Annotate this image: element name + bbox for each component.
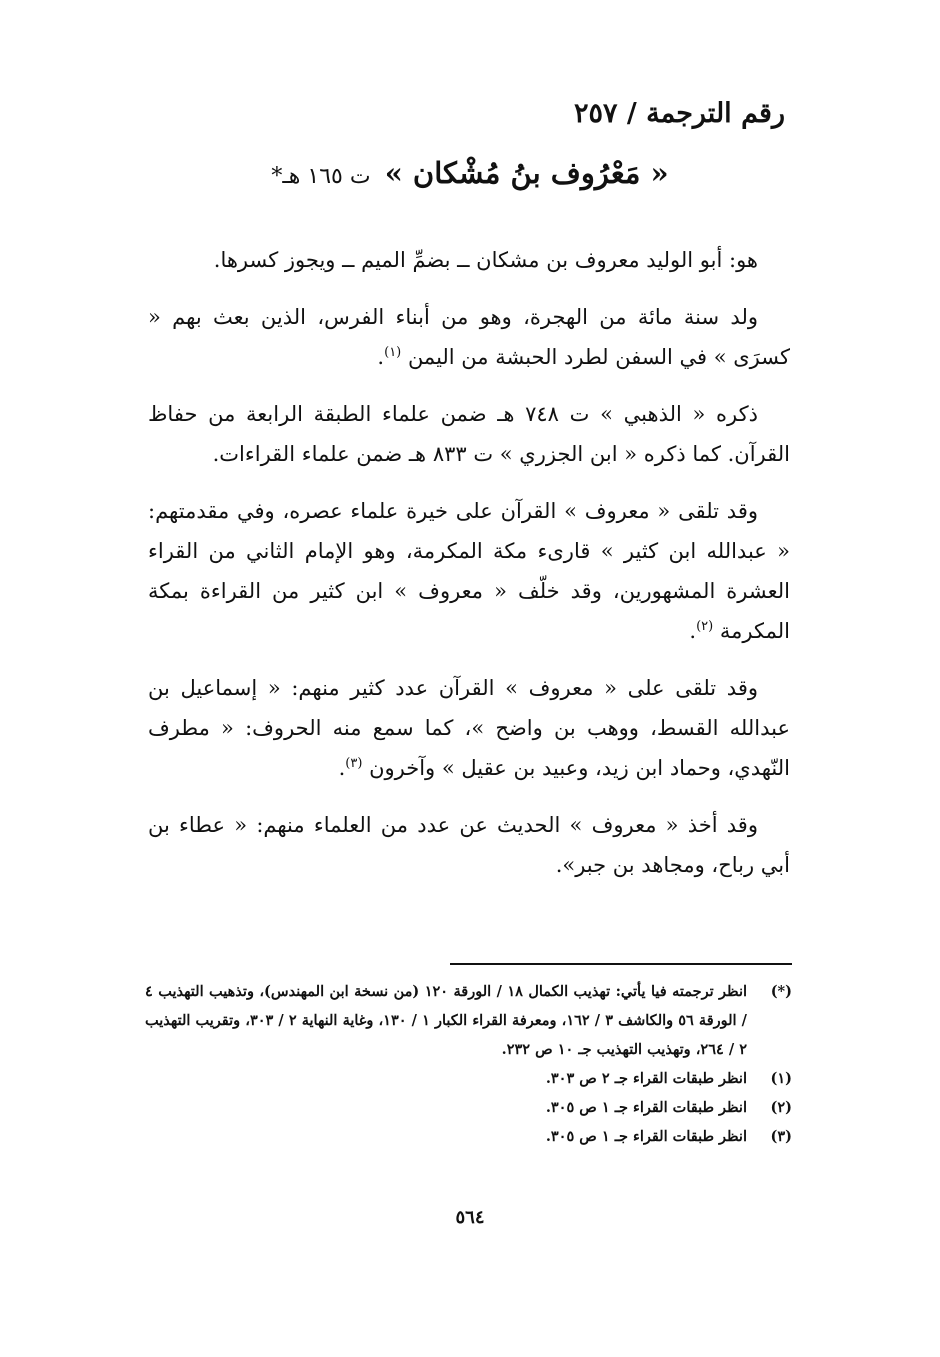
footnote-marker: (٣) bbox=[770, 1128, 792, 1145]
paragraph-mentions bbox=[148, 394, 790, 474]
paragraph-students bbox=[148, 668, 790, 788]
footnote-text: انظر طبقات القراء جـ ١ ص ٣٠٥. bbox=[545, 1128, 747, 1145]
paragraph-teachers bbox=[148, 491, 790, 651]
footnote-item bbox=[145, 1093, 792, 1122]
death-date: ت ١٦٥ هـ* bbox=[271, 164, 371, 189]
footnote-text: انظر ترجمته فيا يأتي: تهذيب الكمال ١٨ / الورقة ١٢٠ (من نسخة ابن المهندس)، وتذهيب التهذيب ٤ / الورقة ٥٦ والكاشف ٣ / ١٦٢، ومعرفة القراء الكبار ١ / ١٣٠، وغاية النهاية ٢ / ٣٠٣، وتقريب التهذيب ٢ / ٢٦٤، وتهذيب التهذيب جـ ١٠ ص ٢٣٢. bbox=[145, 983, 748, 1058]
paragraph-text: وقد أخذ « معروف » الحديث عن عدد من العلماء منهم: « عطاء بن أبي رباح، ومجاهد بن جبر». bbox=[148, 813, 790, 877]
footnotes-section bbox=[145, 977, 792, 1151]
footnote-item bbox=[145, 1064, 792, 1093]
biography-body bbox=[148, 240, 790, 885]
paragraph-birth bbox=[148, 297, 790, 377]
footnote-reference: (٢) bbox=[696, 619, 714, 634]
footnote-reference: (١) bbox=[384, 345, 402, 360]
paragraph-text: وقد تلقى « معروف » القرآن على خيرة علماء عصره، وفي مقدمتهم: « عبدالله ابن كثير » قارىء مكة المكرمة، وهو الإمام الثاني من القراء العشرة المشهورين، وقد خلّف « معروف » ابن كثير من القراءة بمكة المكرمة bbox=[148, 499, 790, 643]
page-number: ٥٦٤ bbox=[455, 1207, 485, 1228]
paragraph-text: ذكره « الذهبي » ت ٧٤٨ هـ ضمن علماء الطبقة الرابعة من حفاظ القرآن. كما ذكره « ابن الجزري » ت ٨٣٣ هـ ضمن علماء القراءات. bbox=[148, 402, 790, 466]
footnote-marker: (٢) bbox=[770, 1099, 792, 1116]
entry-number-heading: رقم الترجمة / ٢٥٧ bbox=[573, 98, 785, 129]
paragraph-identity bbox=[148, 240, 790, 280]
footnote-reference: (٣) bbox=[345, 756, 363, 771]
paragraph-hadith bbox=[148, 805, 790, 885]
paragraph-tail: . bbox=[689, 619, 697, 643]
paragraph-text: وقد تلقى على « معروف » القرآن عدد كثير منهم: « إسماعيل بن عبدالله القسط، ووهب بن واضح »، كما سمع منه الحروف: « مطرف النّهدي، وحماد ابن زيد، وعبيد بن عقيل » وآخرون bbox=[148, 676, 790, 780]
subject-name: « مَعْرُوف بنُ مُشْكان » bbox=[384, 156, 669, 190]
footnote-divider bbox=[450, 963, 792, 965]
footnote-item bbox=[145, 977, 792, 1064]
footnote-text: انظر طبقات القراء جـ ١ ص ٣٠٥. bbox=[545, 1099, 747, 1116]
paragraph-text: ولد سنة مائة من الهجرة، وهو من أبناء الفرس، الذين بعث بهم « كسرَى » في السفن لطرد الحبشة من اليمن bbox=[148, 305, 790, 369]
paragraph-tail: . bbox=[377, 345, 385, 369]
footnote-marker: (*) bbox=[770, 983, 792, 1000]
footnote-item bbox=[145, 1122, 792, 1151]
paragraph-text: هو: أبو الوليد معروف بن مشكان ــ بضمِّ الميم ــ ويجوز كسرها. bbox=[213, 248, 758, 272]
biography-title bbox=[120, 155, 820, 191]
paragraph-tail: . bbox=[338, 756, 346, 780]
footnote-marker: (١) bbox=[770, 1070, 792, 1087]
footnote-text: انظر طبقات القراء جـ ٢ ص ٣٠٣. bbox=[545, 1070, 747, 1087]
